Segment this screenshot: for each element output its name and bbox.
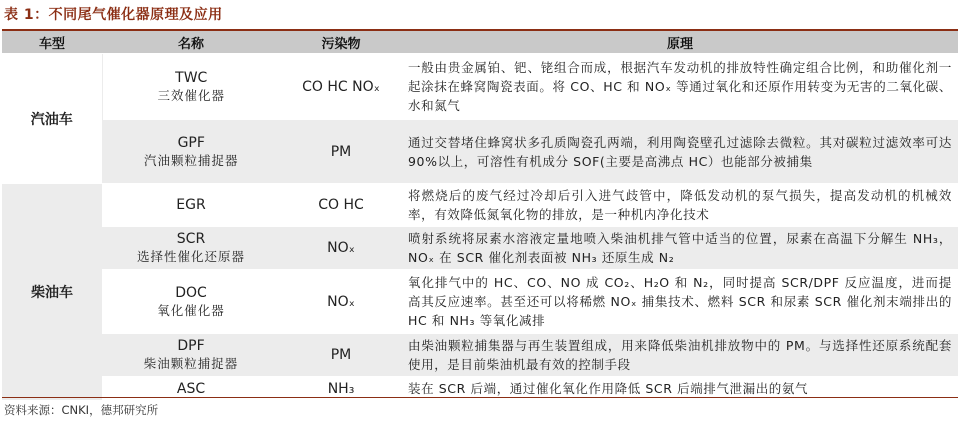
catalyst-table <box>2 31 958 401</box>
catalyst-name-cn: 柴油颗粒捕捉器 <box>143 356 239 371</box>
catalyst-name-cell <box>102 54 280 120</box>
bottom-rule <box>2 397 958 398</box>
pollutant-cell: CO HC <box>280 184 402 227</box>
source-note: 资料来源：CNKI，德邦研究所 <box>4 403 159 417</box>
table-row <box>2 270 958 334</box>
header-type: 车型 <box>2 31 102 54</box>
catalyst-name-en: SCR <box>176 231 206 247</box>
header-row <box>2 31 958 54</box>
pollutant-cell: NOₓ <box>280 270 402 334</box>
pollutant-cell: PM <box>280 120 402 184</box>
pollutant-cell: NOₓ <box>280 227 402 270</box>
catalyst-name-cell <box>102 334 280 377</box>
pollutant-cell: CO HC NOₓ <box>280 54 402 120</box>
principle-cell: 装在 SCR 后端，通过催化氧化作用降低 SCR 后端排气泄漏出的氨气 <box>402 377 958 401</box>
header-principle: 原理 <box>402 31 958 54</box>
catalyst-name-cell <box>102 120 280 184</box>
catalyst-name-en: ASC <box>176 380 206 397</box>
table-title: 表 1：不同尾气催化器原理及应用 <box>4 7 223 23</box>
table-row <box>2 334 958 377</box>
catalyst-name-cn: 选择性催化还原器 <box>136 249 245 264</box>
catalyst-name-cn: 氧化催化器 <box>157 302 225 318</box>
principle-cell: 氧化排气中的 HC、CO、NO 成 CO₂、H₂O 和 N₂，同时提高 SCR/DPF 反应温度，进而提高其反应速率。甚至还可以将稀燃 NOₓ 捕集技术、燃料 SCR 和尿素 SCR 催化剂末端排出的 HC 和 NH₃ 等氧化减排 <box>402 270 958 334</box>
vehicle-type-gasoline: 汽油车 <box>2 54 102 184</box>
catalyst-name-en: DPF <box>177 338 205 354</box>
vehicle-type-diesel: 柴油车 <box>2 184 102 401</box>
catalyst-name-en: TWC <box>175 69 208 86</box>
table-row <box>2 227 958 270</box>
catalyst-name-cn: 三效催化器 <box>157 87 225 103</box>
catalyst-name-cell <box>102 227 280 270</box>
catalyst-name-en: DOC <box>175 284 207 301</box>
table-row <box>2 120 958 184</box>
principle-cell: 一般由贵金属铂、钯、铑组合而成，根据汽车发动机的排放特性确定组合比例，和助催化剂一起涂抹在蜂窝陶瓷表面。将 CO、HC 和 NOₓ 等通过氧化和还原作用转变为无害的二氧化碳、水和氮气 <box>402 54 958 120</box>
table-row <box>2 54 958 120</box>
principle-cell: 通过交替堵住蜂窝状多孔质陶瓷孔两端，利用陶瓷壁孔过滤除去微粒。其对碳粒过滤效率可达 90%以上，可溶性有机成分 SOF(主要是高沸点 HC）也能部分被捕集 <box>402 120 958 184</box>
catalyst-name-cn: 汽油颗粒捕捉器 <box>143 152 239 168</box>
header-pollutant: 污染物 <box>280 31 402 54</box>
principle-cell: 由柴油颗粒捕集器与再生装置组成，用来降低柴油机排放物中的 PM。与选择性还原系统配套使用，是目前柴油机最有效的控制手段 <box>402 334 958 377</box>
catalyst-name-en: GPF <box>177 134 205 151</box>
pollutant-cell: NH₃ <box>280 377 402 401</box>
catalyst-name-cell <box>102 184 280 227</box>
catalyst-name-en: EGR <box>176 197 206 213</box>
principle-cell: 喷射系统将尿素水溶液定量地喷入柴油机排气管中适当的位置，尿素在高温下分解生 NH₃，NOₓ 在 SCR 催化剂表面被 NH₃ 还原生成 N₂ <box>402 227 958 270</box>
table-row <box>2 184 958 227</box>
principle-cell: 将燃烧后的废气经过冷却后引入进气歧管中，降低发动机的泵气损失，提高发动机的机械效率，有效降低氮氧化物的排放，是一种机内净化技术 <box>402 184 958 227</box>
pollutant-cell: PM <box>280 334 402 377</box>
header-name: 名称 <box>102 31 280 54</box>
catalyst-name-cell <box>102 270 280 334</box>
